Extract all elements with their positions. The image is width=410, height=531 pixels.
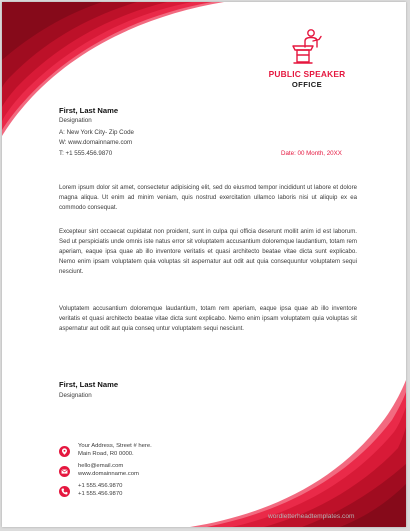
sender-phone: T: +1 555.456.9870 xyxy=(59,150,113,157)
location-pin-icon xyxy=(59,446,70,457)
logo-subtitle: OFFICE xyxy=(291,80,323,89)
signature-designation: Designation xyxy=(59,392,92,399)
letterhead-page xyxy=(2,2,406,527)
logo-title: PUBLIC SPEAKER xyxy=(268,69,346,79)
contact-phone-1: +1 555.456.9870 xyxy=(78,483,123,489)
contact-phone-2: +1 555.456.9870 xyxy=(78,491,123,497)
website-watermark: wordletterheadtemplates.com xyxy=(268,513,355,520)
contact-address-line-1: Your Address, Street # here. xyxy=(78,443,152,449)
body-paragraph-3: Voluptatem accusantium doloremque laudantium, totam rem aperiam, eaque ipsa quae ab illo inventore veritatis et quasi architecto beatae vitae dicta sunt explicabo. Nemo enim ipsam voluptatem quia voluptas sit aspernatur aut odit aut quia conseq untur voluptatem sequi nesciunt. xyxy=(59,305,357,332)
envelope-icon xyxy=(59,466,70,477)
contact-website[interactable]: www.domainname.com xyxy=(78,471,139,477)
body-paragraph-2: Excepteur sint occaecat cupidatat non proident, sunt in culpa qui officia deserunt mollit anim id est laborum. Sed ut perspiciatis unde omnis iste natus error sit voluptatem accusantium doloremque laudantium, totam rem aperiam, eaque ipsa quae ab illo inventore veritatis et quasi architecto beatae vitae dicta sunt explicabo. Nemo enim ipsam voluptatem quia voluptas sit aspernatur aut odit aut quia consequuntur voluptatem sequi nesciunt. xyxy=(59,228,357,275)
body-paragraph-1: Lorem ipsum dolor sit amet, consectetur adipisicing elit, sed do eiusmod tempor incididunt ut labore et dolore magna aliqua. Ut enim ad minim veniam, quis nostrud exercitation ullamco laboris nisi ut aliquip ex ea commodo consequat. xyxy=(59,184,357,211)
sender-address: A: New York City- Zip Code xyxy=(59,129,134,136)
sender-designation: Designation xyxy=(59,117,92,124)
signature-name: First, Last Name xyxy=(59,380,119,389)
contact-email[interactable]: hello@email.com xyxy=(78,463,124,469)
sender-name: First, Last Name xyxy=(59,106,119,115)
podium-speaker-icon xyxy=(289,28,325,66)
contact-address-line-2: Main Road, R0 0000. xyxy=(78,451,134,457)
sender-website: W: www.domainname.com xyxy=(59,139,133,146)
phone-icon xyxy=(59,486,70,497)
letter-date: Date: 00 Month, 20XX xyxy=(281,150,342,157)
company-logo xyxy=(257,28,357,89)
